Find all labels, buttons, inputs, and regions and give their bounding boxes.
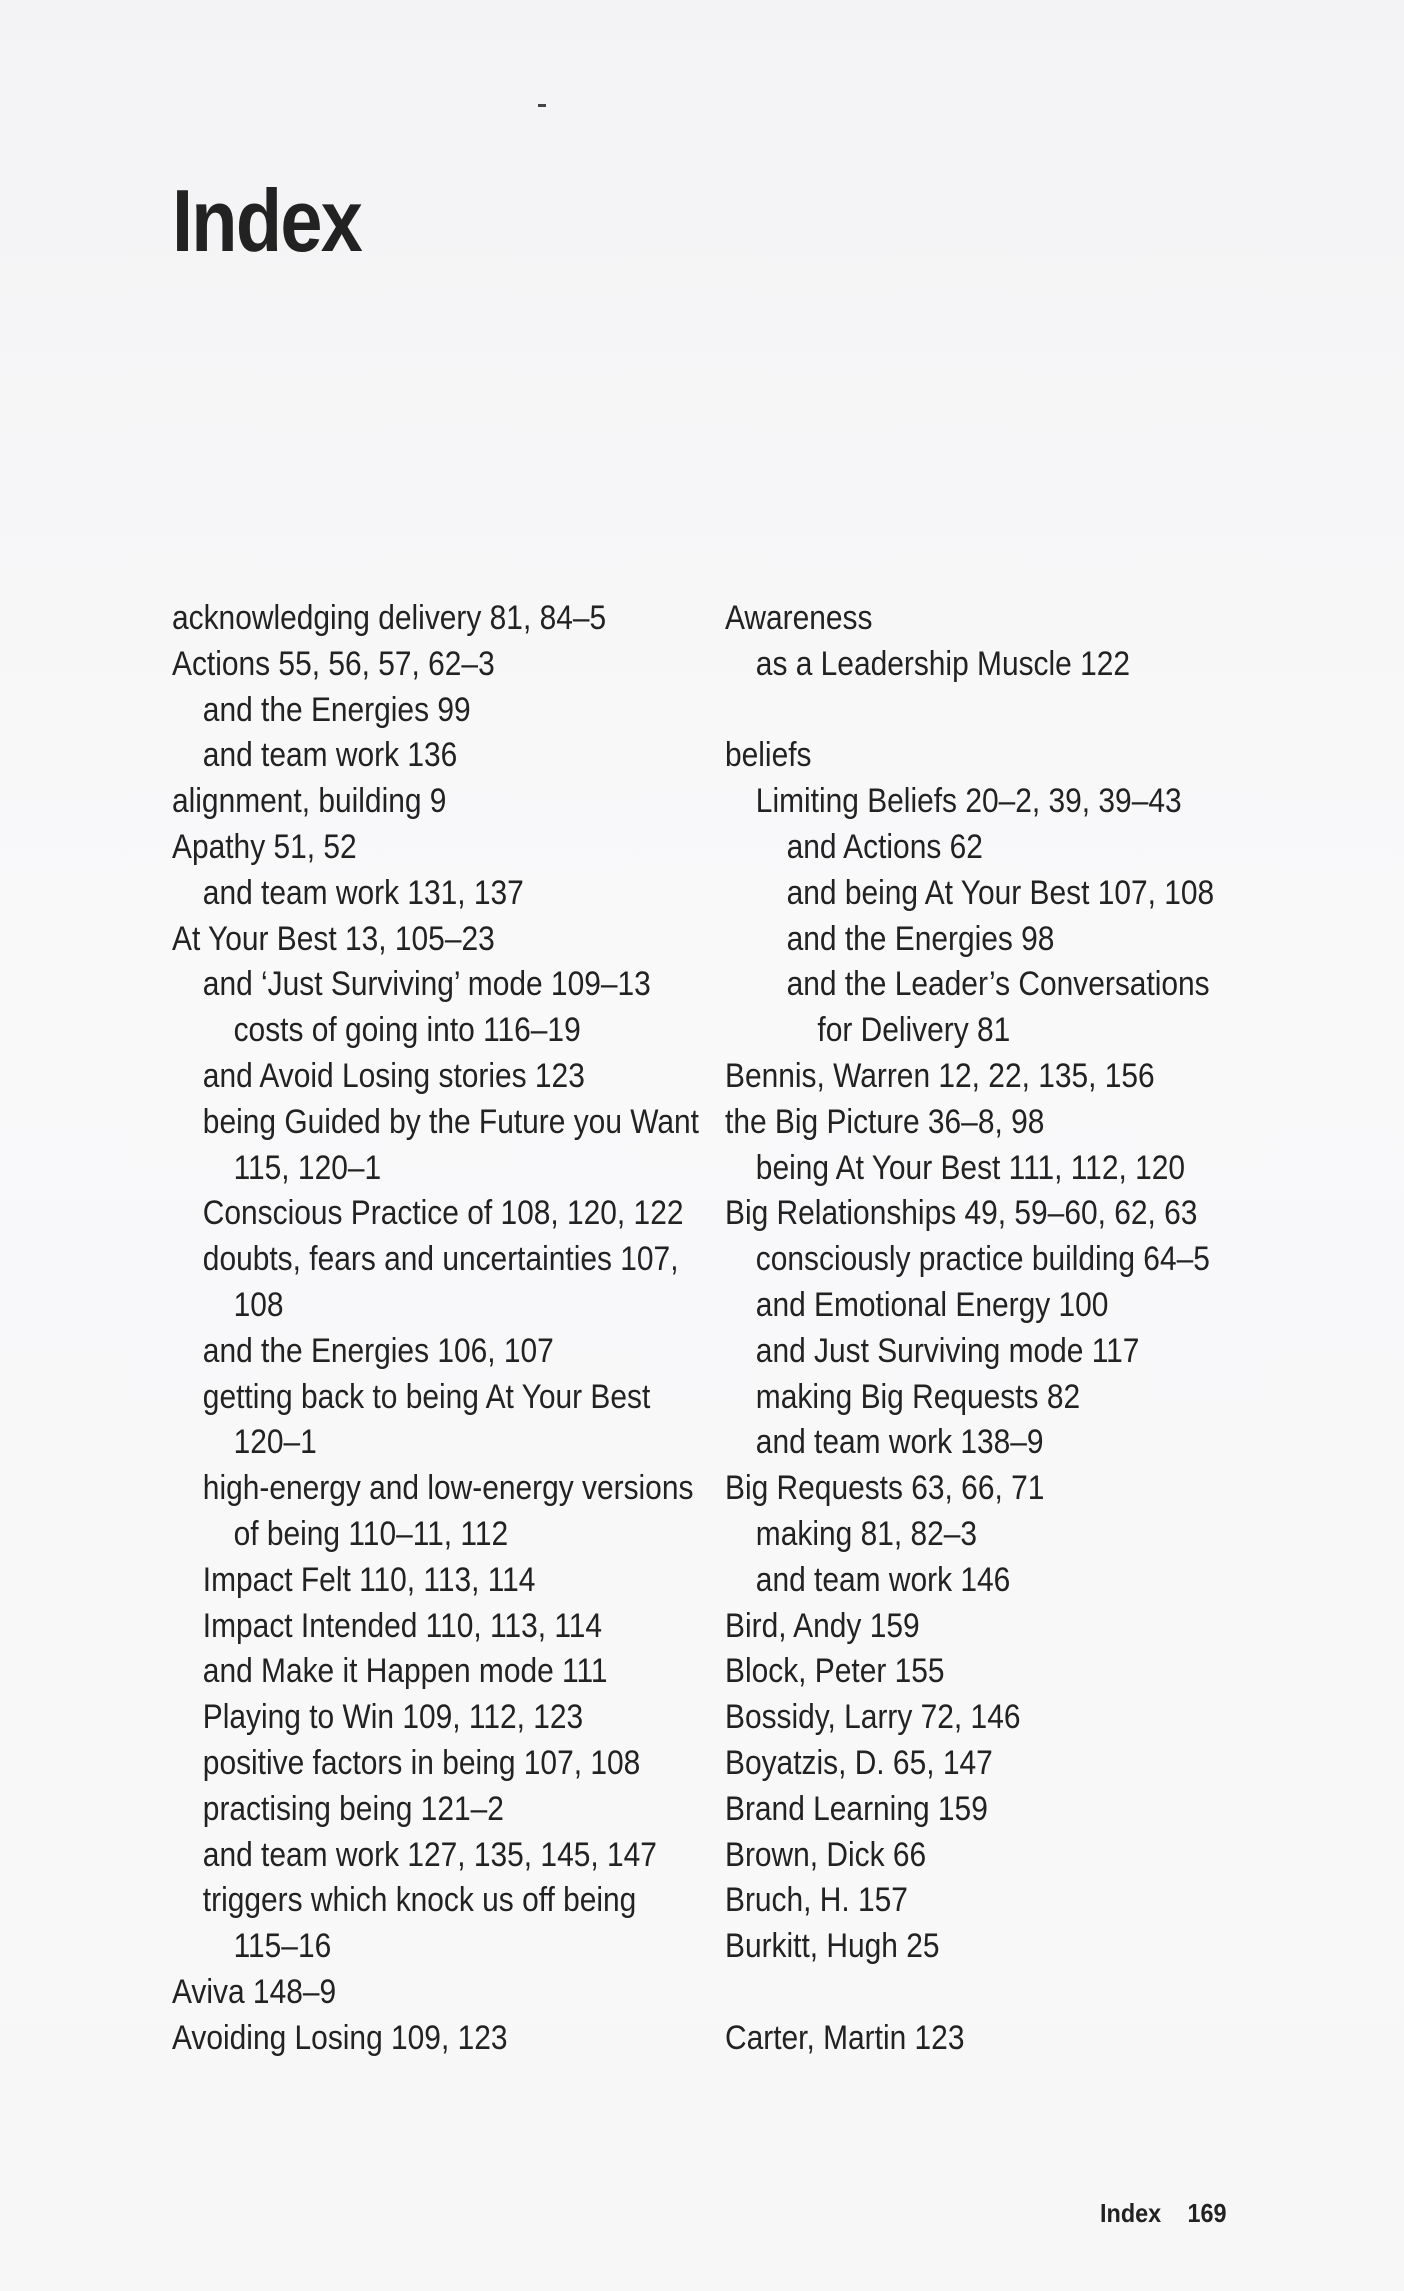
footer-section-label: Index	[1100, 2198, 1162, 2228]
index-subentry: making 81, 82–3	[755, 1514, 978, 1553]
index-subentry: Conscious Practice of 108, 120, 122	[202, 1194, 684, 1233]
index-entry: the Big Picture 36–8, 98	[725, 1102, 1045, 1141]
index-entry: Actions 55, 56, 57, 62–3	[172, 644, 495, 683]
index-entry: Bird, Andy 159	[725, 1606, 920, 1645]
index-subentry: and the Energies 99	[202, 690, 471, 729]
index-entry: alignment, building 9	[172, 782, 447, 821]
index-subentry: and team work 127, 135, 145, 147	[202, 1835, 657, 1874]
page-number: 169	[1187, 2198, 1227, 2228]
index-subentry: 115–16	[233, 1927, 332, 1966]
index-entry: Bennis, Warren 12, 22, 135, 156	[725, 1056, 1155, 1095]
index-column-right	[725, 596, 1265, 2062]
index-subentry: and Make it Happen mode 111	[202, 1652, 608, 1691]
index-entry: Bossidy, Larry 72, 146	[725, 1698, 1021, 1737]
page-footer	[1101, 2198, 1227, 2229]
index-subentry: and Emotional Energy 100	[755, 1285, 1109, 1324]
index-subentry: making Big Requests 82	[755, 1377, 1081, 1416]
index-subentry: getting back to being At Your Best	[202, 1377, 651, 1416]
index-entry: Avoiding Losing 109, 123	[172, 2018, 508, 2057]
index-entry: Brown, Dick 66	[725, 1835, 927, 1874]
index-subentry: 120–1	[233, 1423, 317, 1462]
index-subentry: 108	[233, 1285, 284, 1324]
index-entry: Big Relationships 49, 59–60, 62, 63	[725, 1194, 1198, 1233]
index-entry: Boyatzis, D. 65, 147	[725, 1743, 993, 1782]
index-subentry: and team work 138–9	[755, 1423, 1044, 1462]
index-subentry: and team work 131, 137	[202, 873, 524, 912]
page-title: Index	[172, 171, 362, 270]
index-subentry: being At Your Best 111, 112, 120	[755, 1148, 1186, 1187]
index-spacer	[725, 688, 1265, 734]
index-subentry: high-energy and low-energy versions	[202, 1469, 694, 1508]
index-entry: Apathy 51, 52	[172, 827, 357, 866]
index-subentry: and the Energies 106, 107	[202, 1331, 554, 1370]
index-entry: Carter, Martin 123	[725, 2018, 965, 2057]
index-subentry: 115, 120–1	[233, 1148, 382, 1187]
index-subentry: and the Leader’s Conversations	[786, 965, 1210, 1004]
index-entry: Big Requests 63, 66, 71	[725, 1469, 1045, 1508]
ink-mark	[538, 104, 546, 107]
index-subentry: of being 110–11, 112	[233, 1514, 509, 1553]
index-subentry: consciously practice building 64–5	[755, 1240, 1210, 1279]
index-subentry: being Guided by the Future you Want	[202, 1102, 699, 1141]
index-subentry: practising being 121–2	[202, 1789, 504, 1828]
index-subentry: and Avoid Losing stories 123	[202, 1056, 585, 1095]
index-subentry: Playing to Win 109, 112, 123	[202, 1698, 584, 1737]
index-subentry: and team work 136	[202, 736, 458, 775]
index-spacer	[725, 1970, 1265, 2016]
index-column-left	[172, 596, 712, 2062]
index-entry: Awareness	[725, 599, 873, 637]
index-subentry: doubts, fears and uncertainties 107,	[202, 1240, 679, 1279]
index-entry: Block, Peter 155	[725, 1652, 945, 1691]
index-subentry: costs of going into 116–19	[233, 1011, 581, 1050]
index-subentry: Impact Felt 110, 113, 114	[202, 1560, 536, 1599]
index-entry: Brand Learning 159	[725, 1789, 988, 1828]
index-subentry: and Just Surviving mode 117	[755, 1331, 1140, 1370]
index-subentry: Limiting Beliefs 20–2, 39, 39–43	[755, 782, 1182, 821]
index-subentry: and ‘Just Surviving’ mode 109–13	[202, 965, 651, 1004]
index-subentry: positive factors in being 107, 108	[202, 1743, 641, 1782]
index-subentry: as a Leadership Muscle 122	[755, 644, 1131, 683]
index-subentry: and the Energies 98	[786, 919, 1055, 958]
index-subentry: and team work 146	[755, 1560, 1011, 1599]
index-subentry: and being At Your Best 107, 108	[786, 873, 1215, 912]
index-entry: Aviva 148–9	[172, 1972, 337, 2011]
index-subentry: for Delivery 81	[817, 1011, 1011, 1050]
index-subentry: triggers which knock us off being	[202, 1881, 637, 1920]
index-entry: At Your Best 13, 105–23	[172, 919, 495, 958]
index-entry: beliefs	[725, 736, 812, 775]
index-subentry: Impact Intended 110, 113, 114	[202, 1606, 603, 1645]
index-entry: Burkitt, Hugh 25	[725, 1927, 940, 1966]
index-subentry: and Actions 62	[786, 827, 983, 866]
index-entry: acknowledging delivery 81, 84–5	[172, 599, 607, 637]
index-entry: Bruch, H. 157	[725, 1881, 908, 1920]
